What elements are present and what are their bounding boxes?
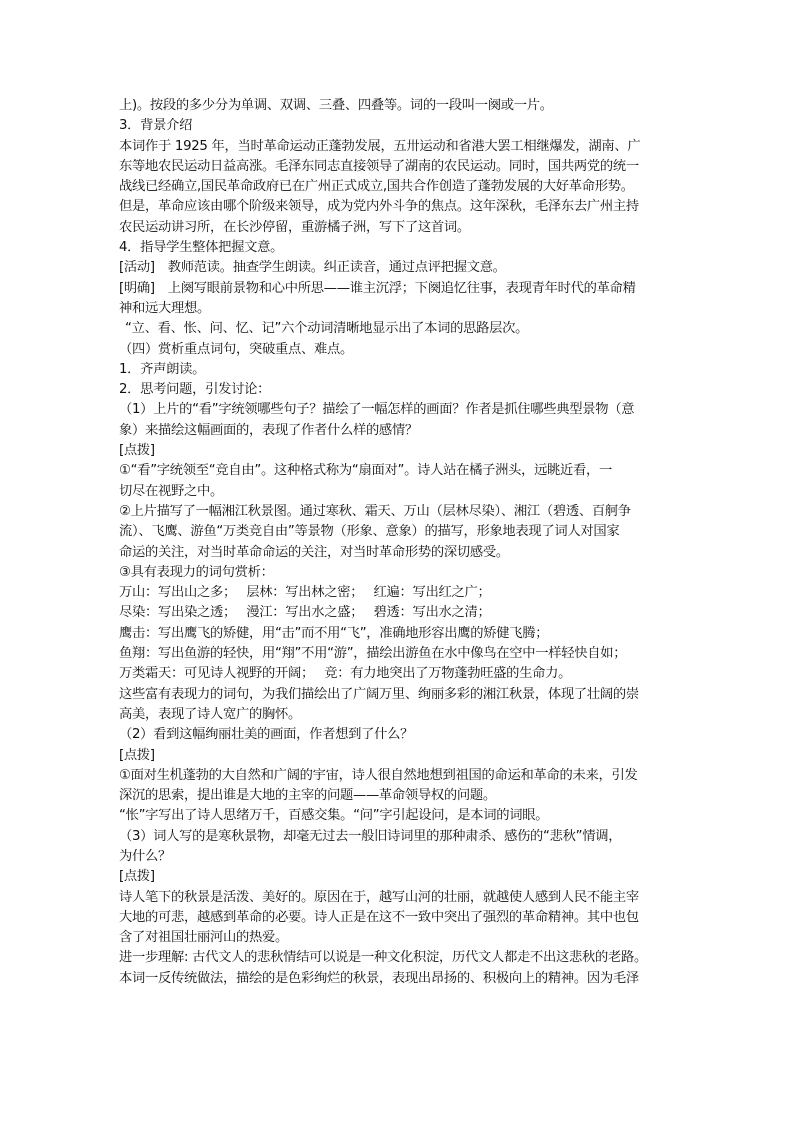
text-line: 战线已经确立,国民革命政府已在广州正式成立,国共合作创造了蓬勃发展的大好革命形势。 (119, 179, 634, 195)
text-line: 大地的可悲，越感到革命的必要。诗人正是在这不一致中突出了强烈的革命精神。其中也包 (119, 909, 639, 925)
text-line: [点拨] (119, 443, 155, 459)
text-line: ①面对生机蓬勃的大自然和广阔的宇宙，诗人很自然地想到祖国的命运和革命的未来，引发 (119, 767, 638, 783)
text-line: ①“看”字统领至“竞自由”。这种格式称为“扇面对”。诗人站在橘子洲头，远眺近看，一 (119, 463, 613, 479)
text-line: “怅”字写出了诗人思绪万千，百感交集。“问”字引起设问，是本词的词眼。 (119, 808, 549, 824)
text-line: 深沉的思索，提出谁是大地的主宰的问题——革命领导权的问题。 (119, 788, 496, 804)
text-line: 为什么？ (119, 848, 171, 864)
text-line: 神和远大理想。 (119, 300, 210, 316)
text-line: 高美，表现了诗人宽广的胸怀。 (119, 706, 301, 722)
text-line: [点拨] (119, 869, 155, 885)
text-line: 2．思考问题，引发讨论： (119, 382, 271, 398)
text-line: [点拨] (119, 747, 155, 763)
text-line: 切尽在视野之中。 (119, 483, 223, 499)
text-line: 这些富有表现力的词句，为我们描绘出了广阔万里、绚丽多彩的湘江秋景，体现了壮阔的崇 (119, 686, 639, 702)
text-line: 本词作于 1925 年，当时革命运动正蓬勃发展，五卅运动和省港大罢工相继爆发，湖南、广 (119, 138, 641, 154)
document-body (119, 96, 681, 989)
text-line: 万类霜天：可见诗人视野的开阔； 竞：有力地突出了万物蓬勃旺盛的生命力。 (119, 666, 572, 682)
text-line: （3）词人写的是寒秋景物，却毫无过去一般旧诗词里的那种肃杀、感伤的“悲秋”情调， (119, 828, 622, 844)
text-line: （1）上片的“看”字统领哪些句子？描绘了一幅怎样的画面？作者是抓住哪些典型景物（意 (119, 402, 635, 418)
text-line: 含了对祖国壮丽河山的热爱。 (119, 930, 288, 946)
text-line: 上)。按段的多少分为单调、双调、三叠、四叠等。词的一段叫一阕或一片。 (119, 98, 553, 113)
text-line: 3．背景介绍 (119, 118, 193, 134)
text-line: （2）看到这幅绚丽壮美的画面，作者想到了什么？ (119, 727, 414, 743)
text-line: 进一步理解: 古代文人的悲秋情结可以说是一种文化积淀，历代文人都走不出这悲秋的老路。 (119, 950, 647, 966)
text-line: 万山：写出山之多； 层林：写出林之密； 红遍：写出红之广； (119, 585, 491, 601)
text-line: [明确] 上阕写眼前景物和心中所思——谁主沉浮；下阕追忆往事，表现青年时代的革命精 (119, 280, 636, 296)
text-line: 4．指导学生整体把握文意。 (119, 240, 284, 256)
text-line: “立、看、怅、问、忆、记”六个动词清晰地显示出了本词的思路层次。 (125, 321, 529, 337)
text-line: ③具有表现力的词句赏析： (119, 564, 274, 580)
text-line: 诗人笔下的秋景是活泼、美好的。原因在于，越写山河的壮丽，就越使人感到人民不能主宰 (119, 889, 639, 905)
text-line: 东等地农民运动日益高涨。毛泽东同志直接领导了湖南的农民运动。同时，国共两党的统一 (119, 158, 639, 174)
text-line: 鹰击：写出鹰飞的矫健，用“击”而不用“飞”，准确地形容出鹰的矫健飞腾； (119, 625, 549, 641)
text-line: [活动] 教师范读。抽查学生朗读。纠正读音，通过点评把握文意。 (119, 260, 506, 276)
text-line: 农民运动讲习所，在长沙停留，重游橘子洲，写下了这首词。 (119, 219, 470, 235)
text-line: 1．齐声朗读。 (119, 361, 206, 377)
text-line: 命运的关注，对当时革命命运的关注，对当时革命形势的深切感受。 (119, 544, 509, 560)
text-line: 流）、飞鹰、游鱼“万类竞自由”等景物（形象、意象）的描写，形象地表现了词人对国家 (119, 524, 620, 540)
text-line: ②上片描写了一幅湘江秋景图。通过寒秋、霜天、万山（层林尽染）、湘江（碧透、百舸争 (119, 503, 631, 519)
text-line: 本词一反传统做法，描绘的是色彩绚烂的秋景，表现出昂扬的、积极向上的精神。因为毛泽 (119, 970, 639, 986)
text-line: 但是，革命应该由哪个阶级来领导，成为党内外斗争的焦点。这年深秋，毛泽东去广州主持 (119, 199, 639, 215)
text-line: （四）赏析重点词句，突破重点、难点。 (119, 341, 353, 357)
text-line: 象）来描绘这幅画面的，表现了作者什么样的感情？ (119, 422, 418, 438)
text-line: 尽染：写出染之透； 漫江：写出水之盛； 碧透：写出水之清； (119, 605, 491, 621)
text-line: 鱼翔：写出鱼游的轻快，用“翔”不用“游”，描绘出游鱼在水中像鸟在空中一样轻快自如； (119, 646, 627, 662)
